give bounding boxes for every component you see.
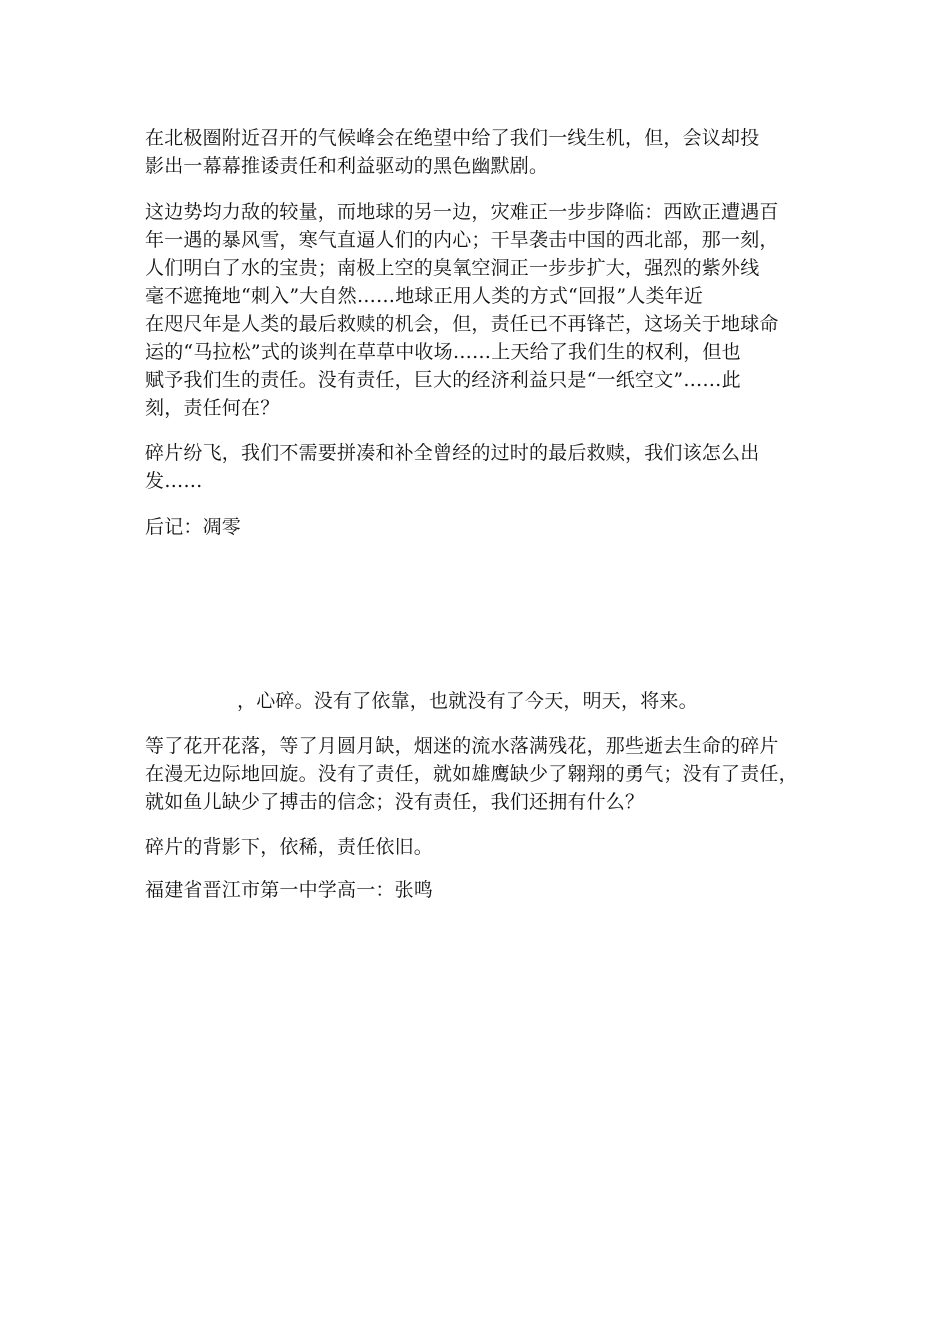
text-line: 福建省晋江市第一中学高一：张鸣: [145, 879, 434, 901]
text-line: 等了花开花落，等了月圆月缺，烟迷的流水落满残花，那些逝去生命的碎片: [145, 735, 779, 757]
text-line: 碎片纷飞，我们不需要拼凑和补全曾经的过时的最后救赎，我们该怎么出: [145, 442, 760, 464]
paragraph-climate-summit: [145, 124, 825, 180]
paragraph-flowers: [145, 732, 825, 816]
text-line: ，心碎。没有了依靠，也就没有了今天，明天，将来。: [237, 690, 698, 712]
text-line: 碎片的背影下，依稀，责任依旧。: [145, 836, 434, 858]
text-line: 运的“马拉松”式的谈判在草草中收场……上天给了我们生的权利，但也: [145, 341, 741, 363]
author-signature: [145, 876, 825, 904]
text-line: 赋予我们生的责任。没有责任，巨大的经济利益只是“一纸空文”……此: [145, 369, 741, 391]
text-line: 毫不遮掩地“刺入”大自然……地球正用人类的方式“回报”人类年近: [145, 285, 704, 307]
text-line: 在咫尺年是人类的最后救赎的机会，但，责任已不再锋芒，这场关于地球命: [145, 313, 779, 335]
text-line: 影出一幕幕推诿责任和利益驱动的黑色幽默剧。: [145, 155, 549, 177]
text-line: 就如鱼儿缺少了搏击的信念；没有责任，我们还拥有什么？: [145, 791, 645, 813]
text-line: 在漫无边际地回旋。没有了责任，就如雄鹰缺少了翱翔的勇气；没有了责任，: [145, 763, 798, 785]
paragraph-fragments: [145, 439, 825, 495]
text-line: 在北极圈附近召开的气候峰会在绝望中给了我们一线生机，但，会议却投: [145, 127, 760, 149]
text-line: 人们明白了水的宝贵；南极上空的臭氧空洞正一步步扩大，强烈的紫外线: [145, 257, 760, 279]
text-line: 年一遇的暴风雪，寒气直逼人们的内心；干旱袭击中国的西北部，那一刻，: [145, 229, 779, 251]
paragraph-disasters: [145, 198, 825, 422]
paragraph-responsibility-remains: [145, 833, 825, 861]
paragraph-heartbreak: [237, 687, 917, 715]
text-line: 刻，责任何在？: [145, 397, 280, 419]
paragraph-postscript-heading: [145, 513, 825, 541]
text-line: 后记：凋零: [145, 516, 242, 538]
text-line: 这边势均力敌的较量，而地球的另一边，灾难正一步步降临：西欧正遭遇百: [145, 201, 779, 223]
text-line: 发……: [145, 470, 203, 492]
